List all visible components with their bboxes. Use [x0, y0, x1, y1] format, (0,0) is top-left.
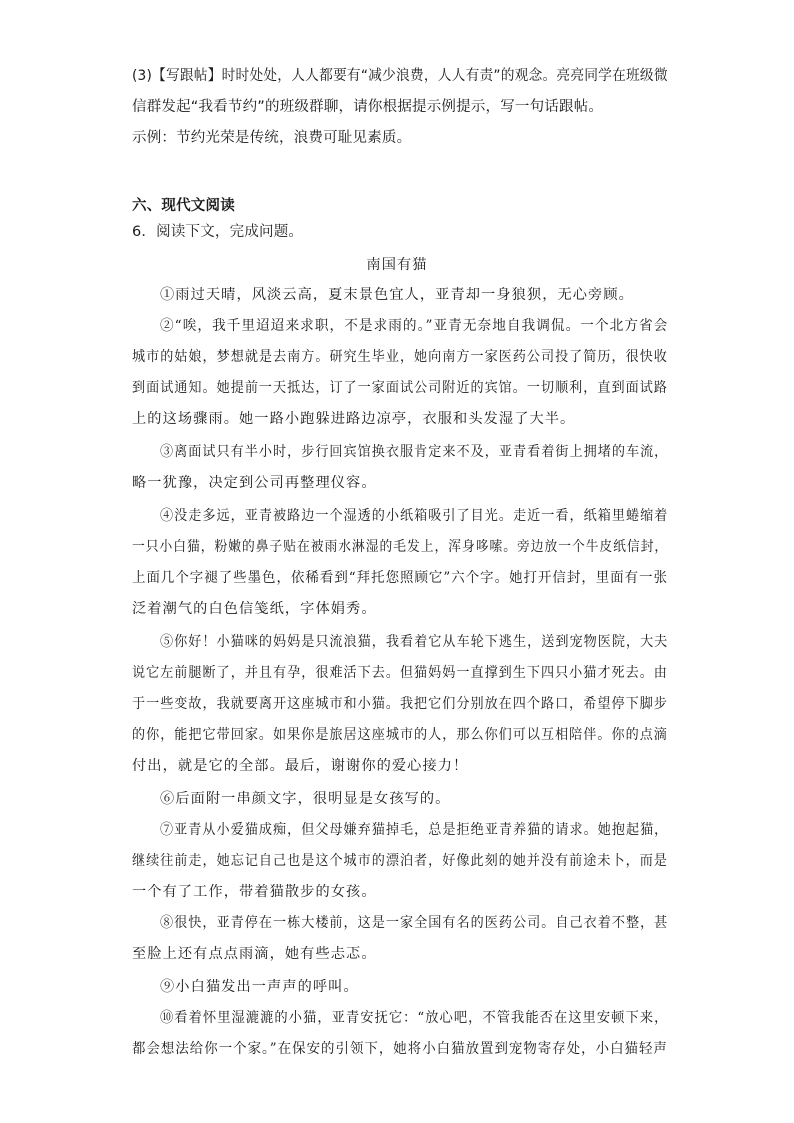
article-line: 继续往前走，她忘记自己也是这个城市的漂泊者，好像此刻的她并没有前途未卜，而是 [132, 853, 668, 869]
article-line: ④没走多远，亚青被路边一个湿透的小纸箱吸引了目光。走近一看，纸箱里蜷缩着 [160, 508, 669, 524]
article-line: 说它左前腿断了，并且有孕，很难活下去。但猫妈妈一直撑到生下四只小猫才死去。由 [132, 665, 668, 681]
article-title: 南国有猫 [366, 257, 428, 273]
article-line: 略一犹豫，决定到公司再整理仪容。 [132, 475, 377, 491]
article-line: 于一些变故，我就要离开这座城市和小猫。我把它们分别放在四个路口，希望停下脚步 [132, 696, 668, 712]
article-line: ③离面试只有半小时，步行回宾馆换衣服肯定来不及，亚青看着街上拥堵的车流， [160, 444, 669, 460]
article-line: ⑧很快，亚青停在一栋大楼前，这是一家全国有名的医药公司。自己衣着不整，甚 [160, 915, 669, 931]
question-3-line-1: (3)【写跟帖】时时处处，人人都要有“减少浪费，人人有责”的观念。亮亮同学在班级微 [132, 68, 668, 84]
example-line: 示例：节约光荣是传统，浪费可耻见素质。 [132, 130, 412, 146]
article-line: ②“唉，我千里迢迢来求职，不是求雨的。”亚青无奈地自我调侃。一个北方省会 [160, 318, 669, 334]
question-6-prompt: 6．阅读下文，完成问题。 [132, 224, 304, 240]
article-line: 城市的姑娘，梦想就是去南方。研究生毕业，她向南方一家医药公司投了简历，很快收 [132, 349, 668, 365]
question-3-line-2: 信群发起“我看节约”的班级群聊，请你根据提示例提示，写一句话跟帖。 [132, 99, 604, 115]
article-line: 付出，就是它的全部。最后，谢谢你的爱心接力！ [132, 758, 469, 774]
article-line: 都会想法给你一个家。”在保安的引领下，她将小白猫放置到宠物寄存处，小白猫轻声 [132, 1041, 668, 1057]
article-line: ⑦亚青从小爱猫成痴，但父母嫌弃猫掉毛，总是拒绝亚青养猫的请求。她抱起猫， [160, 822, 669, 838]
article-line: ⑩看着怀里湿漉漉的小猫，亚青安抚它：“放心吧，不管我能否在这里安顿下来， [160, 1010, 669, 1026]
article-line: 上的这场骤雨。她一路小跑躲进路边凉亭，衣服和头发湿了大半。 [132, 411, 576, 427]
article-line: 一个有了工作，带着猫散步的女孩。 [132, 884, 377, 900]
article-line: 的你，能把它带回家。如果你是旅居这座城市的人，那么你们可以互相陪伴。你的点滴 [132, 727, 668, 743]
section-heading: 六、现代文阅读 [132, 198, 235, 214]
article-line: 到面试通知。她提前一天抵达，订了一家面试公司附近的宾馆。一切顺利，直到面试路 [132, 380, 668, 396]
article-line: ①雨过天晴，风淡云高，夏末景色宜人，亚青却一身狼狈，无心旁顾。 [160, 287, 634, 303]
article-line: ⑤你好！小猫咪的妈妈是只流浪猫，我看着它从车轮下逃生，送到宠物医院，大夫 [160, 634, 669, 650]
article-line: 一只小白猫，粉嫩的鼻子贴在被雨水淋湿的毛发上，浑身哆嗦。旁边放一个牛皮纸信封， [132, 539, 669, 555]
article-line: 泛着潮气的白色信笺纸，字体娟秀。 [132, 601, 377, 617]
article-line: ⑥后面附一串颜文字，很明显是女孩写的。 [160, 791, 451, 807]
article-line: 上面几个字褪了些墨色，依稀看到“拜托您照顾它”六个字。她打开信封，里面有一张 [132, 570, 669, 586]
article-line: ⑨小白猫发出一声声的呼叫。 [160, 979, 359, 995]
article-line: 至脸上还有点点雨滴，她有些忐忑。 [132, 946, 377, 962]
